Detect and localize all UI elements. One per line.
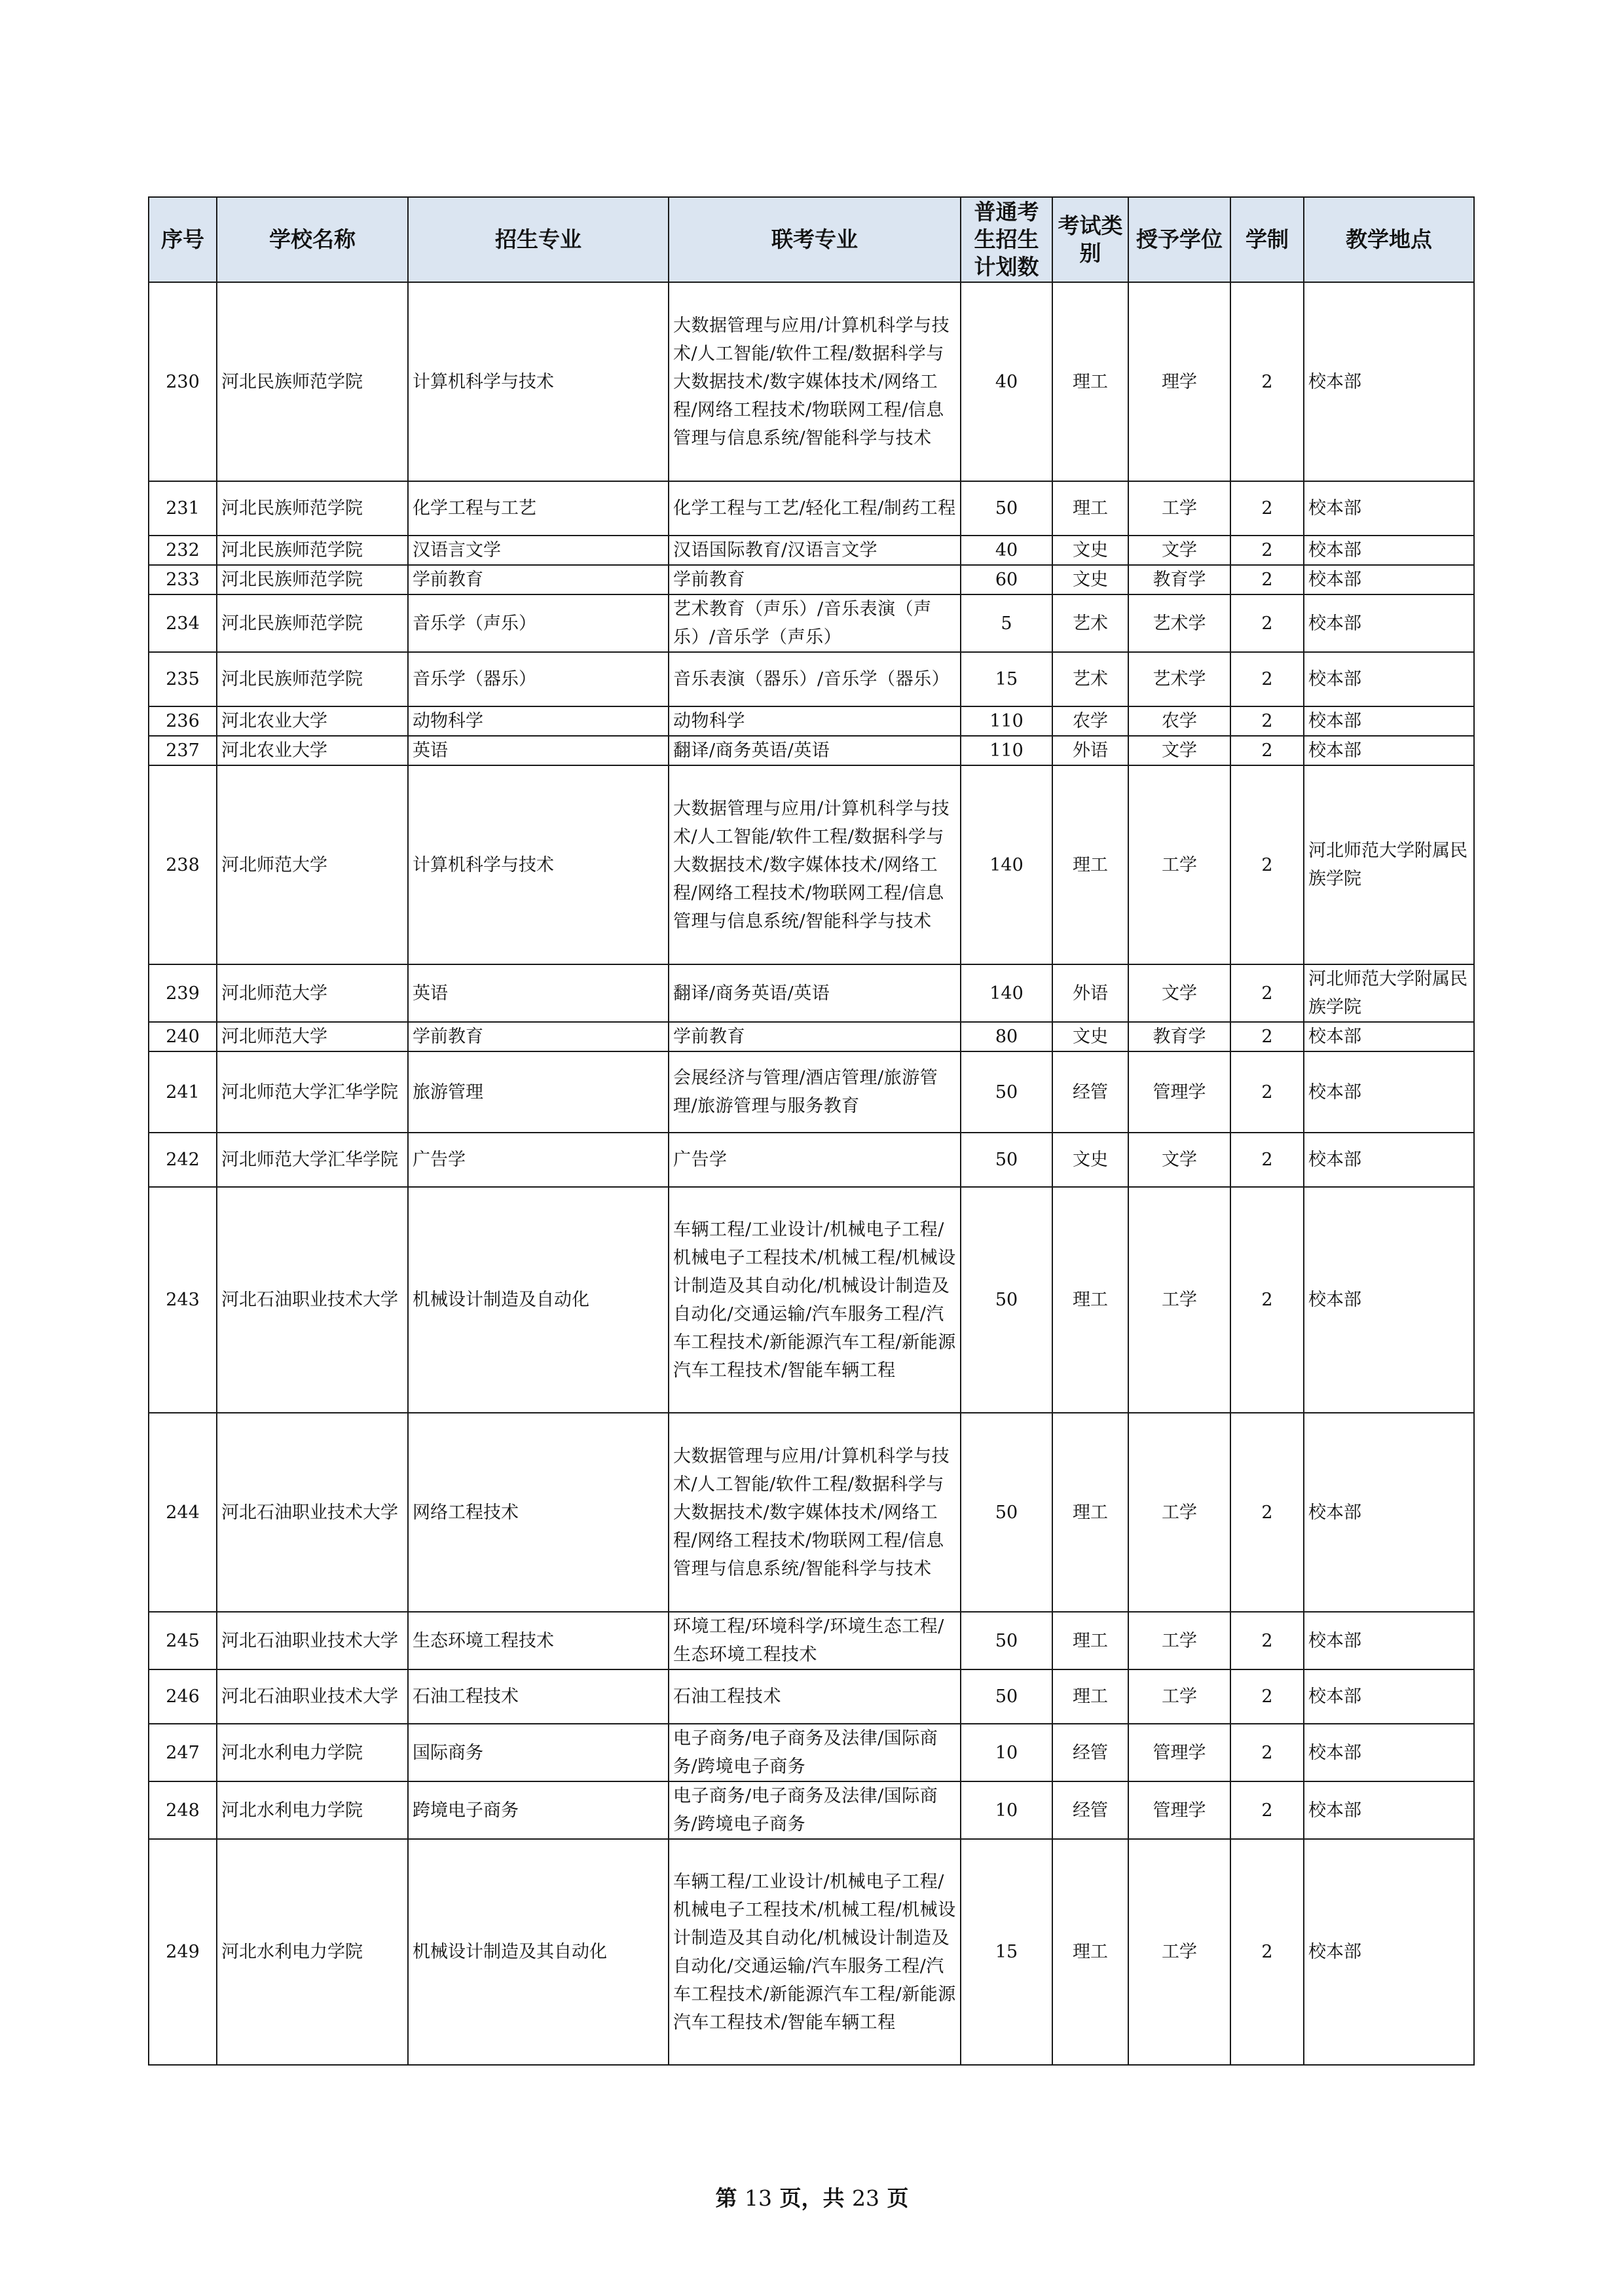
cell-plan: 10	[961, 1781, 1052, 1839]
table-row	[149, 594, 1474, 652]
cell-seq: 244	[149, 1413, 217, 1612]
cell-plan: 15	[961, 652, 1052, 706]
cell-location: 校本部	[1304, 1133, 1474, 1187]
table-row	[149, 1022, 1474, 1051]
table-row	[149, 1612, 1474, 1669]
cell-seq: 236	[149, 706, 217, 736]
cell-exam-major: 大数据管理与应用/计算机科学与技术/人工智能/软件工程/数据科学与大数据技术/数字媒体技术/网络工程/网络工程技术/物联网工程/信息管理与信息系统/智能科学与技术	[669, 1413, 961, 1612]
cell-plan: 50	[961, 1612, 1052, 1669]
cell-location: 校本部	[1304, 1669, 1474, 1724]
cell-plan: 50	[961, 481, 1052, 536]
cell-exam-major: 化学工程与工艺/轻化工程/制药工程	[669, 481, 961, 536]
cell-seq: 235	[149, 652, 217, 706]
admissions-table	[148, 196, 1475, 2066]
table-row	[149, 1839, 1474, 2065]
cell-exam-major: 电子商务/电子商务及法律/国际商务/跨境电子商务	[669, 1724, 961, 1781]
header-degree: 授予学位	[1128, 197, 1230, 282]
cell-category: 艺术	[1052, 652, 1128, 706]
cell-major: 音乐学（器乐）	[408, 652, 669, 706]
cell-exam-major: 大数据管理与应用/计算机科学与技术/人工智能/软件工程/数据科学与大数据技术/数字媒体技术/网络工程/网络工程技术/物联网工程/信息管理与信息系统/智能科学与技术	[669, 765, 961, 964]
cell-major: 化学工程与工艺	[408, 481, 669, 536]
cell-location: 校本部	[1304, 282, 1474, 481]
cell-exam-major: 学前教育	[669, 565, 961, 594]
page-footer	[0, 2181, 1624, 2212]
cell-school: 河北师范大学	[217, 1022, 408, 1051]
cell-exam-major: 艺术教育（声乐）/音乐表演（声乐）/音乐学（声乐）	[669, 594, 961, 652]
cell-exam-major: 会展经济与管理/酒店管理/旅游管理/旅游管理与服务教育	[669, 1051, 961, 1133]
cell-seq: 249	[149, 1839, 217, 2065]
cell-exam-major: 翻译/商务英语/英语	[669, 736, 961, 765]
header-category: 考试类别	[1052, 197, 1128, 282]
cell-location: 河北师范大学附属民族学院	[1304, 964, 1474, 1022]
cell-degree: 工学	[1128, 1413, 1230, 1612]
cell-degree: 教育学	[1128, 1022, 1230, 1051]
cell-location: 校本部	[1304, 736, 1474, 765]
cell-exam-major: 翻译/商务英语/英语	[669, 964, 961, 1022]
cell-plan: 140	[961, 964, 1052, 1022]
cell-seq: 230	[149, 282, 217, 481]
cell-degree: 理学	[1128, 282, 1230, 481]
cell-major: 机械设计制造及其自动化	[408, 1839, 669, 2065]
table-row	[149, 1724, 1474, 1781]
cell-exam-major: 电子商务/电子商务及法律/国际商务/跨境电子商务	[669, 1781, 961, 1839]
header-seq: 序号	[149, 197, 217, 282]
cell-seq: 234	[149, 594, 217, 652]
cell-school: 河北民族师范学院	[217, 565, 408, 594]
cell-school: 河北石油职业技术大学	[217, 1187, 408, 1413]
table-header-row	[149, 197, 1474, 282]
cell-exam-major: 汉语国际教育/汉语言文学	[669, 536, 961, 565]
cell-category: 农学	[1052, 706, 1128, 736]
cell-school: 河北民族师范学院	[217, 282, 408, 481]
cell-category: 理工	[1052, 1612, 1128, 1669]
header-major: 招生专业	[408, 197, 669, 282]
cell-category: 经管	[1052, 1051, 1128, 1133]
cell-plan: 40	[961, 282, 1052, 481]
footer-suffix: 页	[887, 2185, 909, 2211]
cell-degree: 工学	[1128, 1669, 1230, 1724]
cell-major: 广告学	[408, 1133, 669, 1187]
table-row	[149, 765, 1474, 964]
cell-location: 校本部	[1304, 1051, 1474, 1133]
cell-degree: 文学	[1128, 536, 1230, 565]
cell-school: 河北民族师范学院	[217, 536, 408, 565]
table-row	[149, 706, 1474, 736]
cell-exam-major: 音乐表演（器乐）/音乐学（器乐）	[669, 652, 961, 706]
cell-exam-major: 车辆工程/工业设计/机械电子工程/机械电子工程技术/机械工程/机械设计制造及其自动化/机械设计制造及自动化/交通运输/汽车服务工程/汽车工程技术/新能源汽车工程/新能源汽车工程技术/智能车辆工程	[669, 1187, 961, 1413]
cell-seq: 239	[149, 964, 217, 1022]
cell-degree: 工学	[1128, 765, 1230, 964]
cell-duration: 2	[1230, 1133, 1304, 1187]
cell-category: 文史	[1052, 536, 1128, 565]
cell-major: 音乐学（声乐）	[408, 594, 669, 652]
cell-seq: 247	[149, 1724, 217, 1781]
cell-category: 文史	[1052, 1133, 1128, 1187]
cell-major: 网络工程技术	[408, 1413, 669, 1612]
cell-location: 校本部	[1304, 1413, 1474, 1612]
cell-seq: 237	[149, 736, 217, 765]
footer-middle: 页，共	[779, 2185, 845, 2211]
cell-degree: 管理学	[1128, 1781, 1230, 1839]
cell-duration: 2	[1230, 565, 1304, 594]
cell-category: 经管	[1052, 1724, 1128, 1781]
cell-major: 学前教育	[408, 1022, 669, 1051]
table-row	[149, 652, 1474, 706]
cell-duration: 2	[1230, 1724, 1304, 1781]
cell-exam-major: 学前教育	[669, 1022, 961, 1051]
cell-category: 经管	[1052, 1781, 1128, 1839]
cell-major: 生态环境工程技术	[408, 1612, 669, 1669]
cell-plan: 10	[961, 1724, 1052, 1781]
cell-plan: 50	[961, 1413, 1052, 1612]
cell-major: 英语	[408, 736, 669, 765]
cell-seq: 242	[149, 1133, 217, 1187]
cell-exam-major: 动物科学	[669, 706, 961, 736]
cell-duration: 2	[1230, 1669, 1304, 1724]
cell-plan: 50	[961, 1187, 1052, 1413]
cell-degree: 工学	[1128, 1612, 1230, 1669]
cell-category: 外语	[1052, 964, 1128, 1022]
cell-duration: 2	[1230, 1781, 1304, 1839]
cell-duration: 2	[1230, 706, 1304, 736]
footer-page-number: 13	[745, 2185, 772, 2211]
cell-category: 文史	[1052, 1022, 1128, 1051]
cell-duration: 2	[1230, 736, 1304, 765]
cell-plan: 50	[961, 1669, 1052, 1724]
cell-category: 艺术	[1052, 594, 1128, 652]
cell-location: 校本部	[1304, 536, 1474, 565]
cell-school: 河北水利电力学院	[217, 1839, 408, 2065]
cell-location: 河北师范大学附属民族学院	[1304, 765, 1474, 964]
cell-seq: 231	[149, 481, 217, 536]
cell-school: 河北民族师范学院	[217, 652, 408, 706]
cell-school: 河北民族师范学院	[217, 481, 408, 536]
cell-seq: 246	[149, 1669, 217, 1724]
cell-location: 校本部	[1304, 1724, 1474, 1781]
cell-major: 英语	[408, 964, 669, 1022]
cell-duration: 2	[1230, 964, 1304, 1022]
cell-category: 外语	[1052, 736, 1128, 765]
cell-category: 理工	[1052, 282, 1128, 481]
footer-total-pages: 23	[852, 2185, 879, 2211]
cell-degree: 艺术学	[1128, 652, 1230, 706]
table-row	[149, 964, 1474, 1022]
cell-degree: 工学	[1128, 1187, 1230, 1413]
cell-location: 校本部	[1304, 1022, 1474, 1051]
cell-plan: 40	[961, 536, 1052, 565]
header-exam-major: 联考专业	[669, 197, 961, 282]
table-row	[149, 1133, 1474, 1187]
cell-degree: 艺术学	[1128, 594, 1230, 652]
table-row	[149, 1413, 1474, 1612]
cell-duration: 2	[1230, 1051, 1304, 1133]
cell-location: 校本部	[1304, 594, 1474, 652]
cell-plan: 60	[961, 565, 1052, 594]
cell-major: 跨境电子商务	[408, 1781, 669, 1839]
cell-school: 河北师范大学汇华学院	[217, 1051, 408, 1133]
cell-category: 理工	[1052, 1839, 1128, 2065]
cell-plan: 50	[961, 1051, 1052, 1133]
cell-school: 河北师范大学汇华学院	[217, 1133, 408, 1187]
cell-seq: 240	[149, 1022, 217, 1051]
cell-duration: 2	[1230, 282, 1304, 481]
cell-duration: 2	[1230, 652, 1304, 706]
header-school: 学校名称	[217, 197, 408, 282]
cell-exam-major: 广告学	[669, 1133, 961, 1187]
cell-school: 河北水利电力学院	[217, 1724, 408, 1781]
cell-category: 理工	[1052, 1413, 1128, 1612]
footer-prefix: 第	[715, 2185, 737, 2211]
cell-school: 河北农业大学	[217, 706, 408, 736]
cell-duration: 2	[1230, 481, 1304, 536]
cell-seq: 245	[149, 1612, 217, 1669]
cell-major: 汉语言文学	[408, 536, 669, 565]
cell-school: 河北师范大学	[217, 964, 408, 1022]
cell-degree: 工学	[1128, 481, 1230, 536]
cell-major: 国际商务	[408, 1724, 669, 1781]
cell-major: 石油工程技术	[408, 1669, 669, 1724]
cell-degree: 农学	[1128, 706, 1230, 736]
cell-school: 河北石油职业技术大学	[217, 1612, 408, 1669]
table-row	[149, 481, 1474, 536]
cell-major: 计算机科学与技术	[408, 282, 669, 481]
cell-exam-major: 环境工程/环境科学/环境生态工程/生态环境工程技术	[669, 1612, 961, 1669]
cell-location: 校本部	[1304, 1839, 1474, 2065]
cell-location: 校本部	[1304, 481, 1474, 536]
cell-school: 河北民族师范学院	[217, 594, 408, 652]
cell-plan: 110	[961, 706, 1052, 736]
cell-location: 校本部	[1304, 652, 1474, 706]
cell-major: 学前教育	[408, 565, 669, 594]
cell-degree: 文学	[1128, 964, 1230, 1022]
cell-location: 校本部	[1304, 1187, 1474, 1413]
cell-duration: 2	[1230, 536, 1304, 565]
cell-school: 河北水利电力学院	[217, 1781, 408, 1839]
cell-seq: 241	[149, 1051, 217, 1133]
cell-school: 河北石油职业技术大学	[217, 1413, 408, 1612]
cell-category: 理工	[1052, 765, 1128, 964]
cell-category: 文史	[1052, 565, 1128, 594]
table-row	[149, 565, 1474, 594]
cell-major: 旅游管理	[408, 1051, 669, 1133]
cell-degree: 文学	[1128, 1133, 1230, 1187]
cell-school: 河北石油职业技术大学	[217, 1669, 408, 1724]
header-plan: 普通考生招生计划数	[961, 197, 1052, 282]
cell-seq: 243	[149, 1187, 217, 1413]
cell-school: 河北农业大学	[217, 736, 408, 765]
cell-duration: 2	[1230, 1022, 1304, 1051]
cell-category: 理工	[1052, 1187, 1128, 1413]
cell-location: 校本部	[1304, 1612, 1474, 1669]
cell-duration: 2	[1230, 594, 1304, 652]
cell-plan: 140	[961, 765, 1052, 964]
cell-degree: 管理学	[1128, 1724, 1230, 1781]
cell-plan: 5	[961, 594, 1052, 652]
table-row	[149, 1669, 1474, 1724]
cell-exam-major: 石油工程技术	[669, 1669, 961, 1724]
cell-degree: 文学	[1128, 736, 1230, 765]
cell-seq: 232	[149, 536, 217, 565]
cell-category: 理工	[1052, 1669, 1128, 1724]
cell-duration: 2	[1230, 1612, 1304, 1669]
cell-duration: 2	[1230, 1187, 1304, 1413]
table-row	[149, 282, 1474, 481]
table-row	[149, 1051, 1474, 1133]
cell-plan: 15	[961, 1839, 1052, 2065]
header-location: 教学地点	[1304, 197, 1474, 282]
cell-category: 理工	[1052, 481, 1128, 536]
table-row	[149, 536, 1474, 565]
table-row	[149, 1781, 1474, 1839]
cell-location: 校本部	[1304, 706, 1474, 736]
cell-degree: 工学	[1128, 1839, 1230, 2065]
cell-major: 机械设计制造及自动化	[408, 1187, 669, 1413]
cell-seq: 238	[149, 765, 217, 964]
table-row	[149, 736, 1474, 765]
cell-location: 校本部	[1304, 565, 1474, 594]
header-duration: 学制	[1230, 197, 1304, 282]
cell-major: 计算机科学与技术	[408, 765, 669, 964]
cell-major: 动物科学	[408, 706, 669, 736]
table-row	[149, 1187, 1474, 1413]
cell-seq: 233	[149, 565, 217, 594]
cell-plan: 80	[961, 1022, 1052, 1051]
cell-duration: 2	[1230, 1839, 1304, 2065]
cell-duration: 2	[1230, 1413, 1304, 1612]
cell-degree: 管理学	[1128, 1051, 1230, 1133]
cell-duration: 2	[1230, 765, 1304, 964]
cell-plan: 50	[961, 1133, 1052, 1187]
cell-location: 校本部	[1304, 1781, 1474, 1839]
cell-seq: 248	[149, 1781, 217, 1839]
cell-school: 河北师范大学	[217, 765, 408, 964]
cell-plan: 110	[961, 736, 1052, 765]
cell-exam-major: 大数据管理与应用/计算机科学与技术/人工智能/软件工程/数据科学与大数据技术/数字媒体技术/网络工程/网络工程技术/物联网工程/信息管理与信息系统/智能科学与技术	[669, 282, 961, 481]
cell-degree: 教育学	[1128, 565, 1230, 594]
cell-exam-major: 车辆工程/工业设计/机械电子工程/机械电子工程技术/机械工程/机械设计制造及其自动化/机械设计制造及自动化/交通运输/汽车服务工程/汽车工程技术/新能源汽车工程/新能源汽车工程技术/智能车辆工程	[669, 1839, 961, 2065]
